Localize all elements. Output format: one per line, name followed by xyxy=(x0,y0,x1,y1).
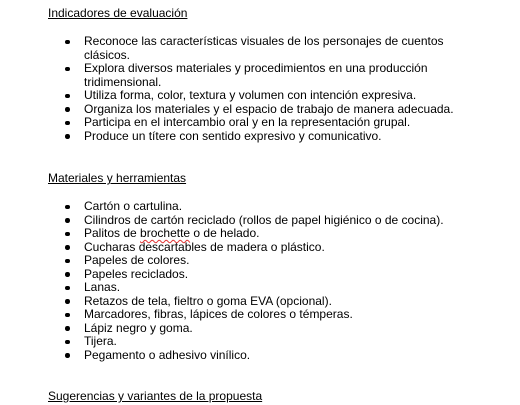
section-heading-materiales: Materiales y herramientas xyxy=(48,171,187,185)
list-item: Cilindros de cartón reciclado (rollos de papel higiénico o de cocina). xyxy=(0,214,520,228)
list-item: Reconoce las características visuales de los personajes de cuentos clásicos. xyxy=(0,35,520,62)
list-item: Organiza los materiales y el espacio de trabajo de manera adecuada. xyxy=(0,103,520,117)
materiales-list xyxy=(0,200,520,362)
list-item: Lanas. xyxy=(0,281,520,295)
indicadores-list xyxy=(0,35,520,143)
section-heading-indicadores: Indicadores de evaluación xyxy=(48,6,188,20)
list-item: Retazos de tela, fieltro o goma EVA (opcional). xyxy=(0,295,520,309)
list-item: Lápiz negro y goma. xyxy=(0,322,520,336)
list-item: Marcadores, fibras, lápices de colores o témperas. xyxy=(0,308,520,322)
list-item: Explora diversos materiales y procedimientos en una producción tridimensional. xyxy=(0,62,520,89)
list-item: Produce un títere con sentido expresivo y comunicativo. xyxy=(0,130,520,144)
list-item: Utiliza forma, color, textura y volumen con intención expresiva. xyxy=(0,89,520,103)
spellcheck-flagged-word[interactable]: brochette xyxy=(140,226,191,240)
list-item: Papeles reciclados. xyxy=(0,268,520,282)
list-item: Papeles de colores. xyxy=(0,254,520,268)
list-item: Pegamento o adhesivo vinílico. xyxy=(0,349,520,363)
list-item-text-before: Palitos de xyxy=(84,226,141,240)
list-item xyxy=(0,227,520,241)
list-item-text-after: o de helado. xyxy=(190,226,260,240)
list-item: Tijera. xyxy=(0,335,520,349)
list-item: Cucharas descartables de madera o plástico. xyxy=(0,241,520,255)
section-heading-sugerencias: Sugerencias y variantes de la propuesta xyxy=(48,389,263,403)
list-item: Cartón o cartulina. xyxy=(0,200,520,214)
list-item: Participa en el intercambio oral y en la representación grupal. xyxy=(0,116,520,130)
